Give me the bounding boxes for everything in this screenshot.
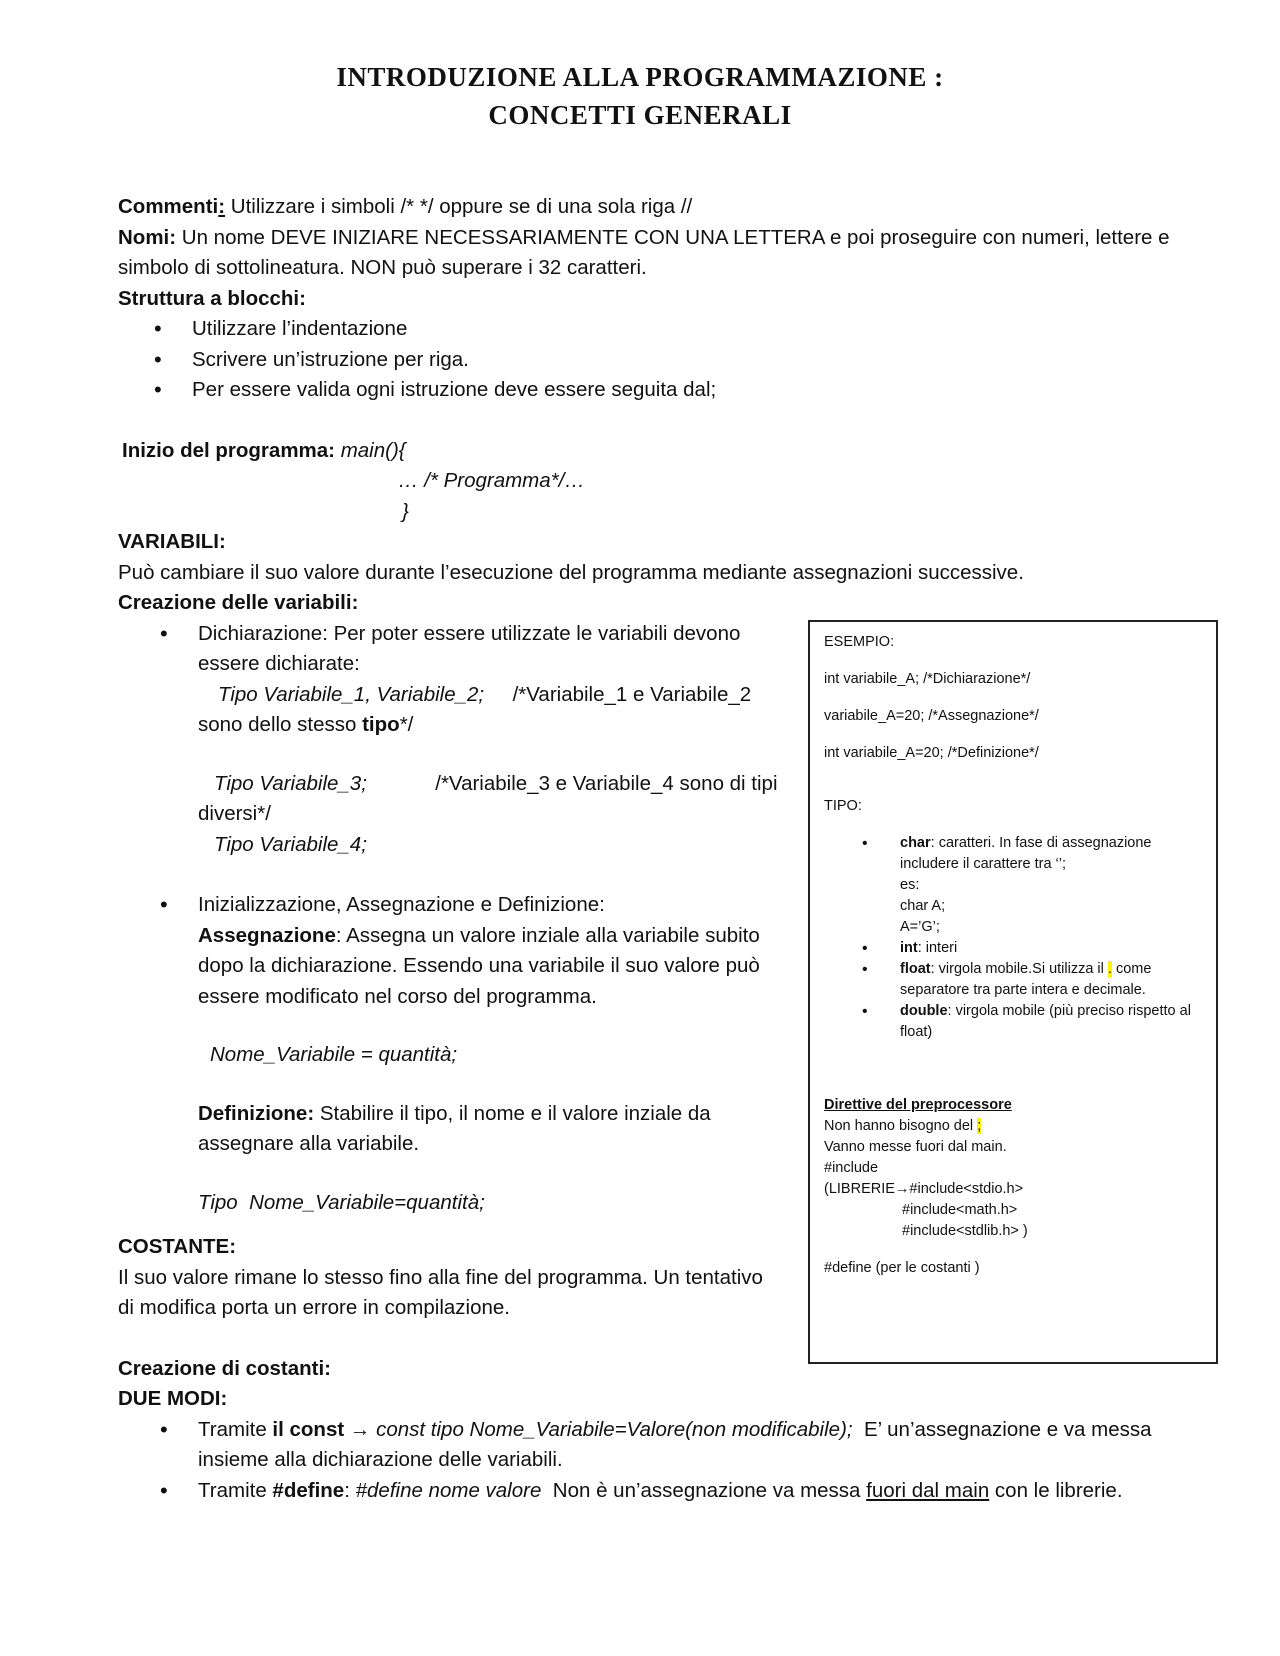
due-modi-heading: DUE MODI: (118, 1387, 228, 1410)
tipo-list (824, 833, 1202, 1043)
list-item: • Scrivere un’istruzione per riga. (118, 345, 1178, 376)
example-line: int variabile_A; /*Dichiarazione*/ (824, 671, 1031, 687)
const-item: • Tramite il const → const tipo Nome_Variabile=Valore(non modificabile); E’ un’assegnazione e va messa insieme alla dichiarazione delle variabili. (118, 1415, 1178, 1476)
costante-heading: COSTANTE: (118, 1235, 237, 1258)
list-item: • Utilizzare l’indentazione (118, 314, 1178, 345)
direttive-line: #include (824, 1160, 879, 1176)
dichiarazione-code-3: Tipo Variabile_4; (214, 832, 367, 856)
dichiarazione-item: • Dichiarazione: Per poter essere utilizzate le variabili devono essere dichiarate: Tipo Variabile_1, Variabile_2; /*Variabile_1 e Variabile_2 sono dello stesso tipo*/ Tipo Variabile_3; /*Variabile_3 e Variabile_4 sono di tipi diversi*/ Tipo Variabile_4; (118, 619, 778, 861)
direttive-line: (LIBRERIE→#include<stdio.h> (824, 1181, 1024, 1197)
nomi-text: Un nome DEVE INIZIARE NECESSARIAMENTE CON UNA LETTERA e poi proseguire con numeri, lettere e simbolo di sottolineatura. NON può superare i 32 caratteri. (118, 225, 1170, 279)
variabili-list (118, 619, 784, 1219)
direttive-line: #include<math.h> (902, 1202, 1018, 1218)
char-item: • char: caratteri. In fase di assegnazione includere il carattere tra ‘’; es: char A; A=’G’; (824, 833, 1202, 938)
commenti-colon: : (218, 195, 226, 218)
direttive-line: #define (per le costanti ) (824, 1260, 980, 1276)
dichiarazione-code-1: Tipo Variabile_1, Variabile_2; (218, 682, 485, 706)
commenti-text: Utilizzare i simboli /* */ oppure se di una sola riga // (225, 195, 693, 218)
inizio-label: Inizio del programma: (122, 438, 335, 462)
variabili-heading: VARIABILI: (118, 530, 226, 553)
direttive-line: Non hanno bisogno del ; (824, 1118, 982, 1134)
title-line-2: CONCETTI GENERALI (488, 100, 792, 130)
variabili-text: Può cambiare il suo valore durante l’esecuzione del programma mediante assegnazioni successive. (118, 560, 1024, 584)
nomi-label: Nomi: (118, 225, 177, 249)
direttive-heading: Direttive del preprocessore (824, 1097, 1012, 1113)
commenti-label: Commenti (118, 195, 219, 218)
costante-text: Il suo valore rimane lo stesso fino alla fine del programma. Un tentativo di modifica porta un errore in compilazione. (118, 1265, 763, 1319)
tipo-heading: TIPO: (824, 798, 862, 814)
creazione-costanti-heading: Creazione di costanti: (118, 1356, 332, 1380)
inizio-code-close: } (402, 499, 409, 523)
direttive-line: #include<stdlib.h> ) (902, 1223, 1028, 1239)
example-line: variabile_A=20; /*Assegnazione*/ (824, 708, 1039, 724)
dichiarazione-code-2: Tipo Variabile_3; (214, 771, 367, 795)
define-item: • Tramite #define: #define nome valore Non è un’assegnazione va messa fuori dal main con le librerie. (118, 1476, 1178, 1507)
document-title (0, 58, 1280, 134)
definizione-code: Tipo Nome_Variabile=quantità; (198, 1190, 485, 1214)
esempio-heading: ESEMPIO: (824, 634, 895, 650)
struttura-heading: Struttura a blocchi: (118, 286, 306, 310)
title-line-1: INTRODUZIONE ALLA PROGRAMMAZIONE : (336, 62, 944, 92)
inizio-paragraph (118, 436, 1178, 467)
example-sidebox (808, 620, 1218, 1364)
double-item: • double: virgola mobile (più preciso rispetto al float) (824, 1001, 1202, 1043)
costanti-list (118, 1415, 1178, 1507)
inizio-code-main: main(){ (335, 438, 406, 462)
int-item: • int: interi (824, 938, 1202, 959)
inizio-code-body: … /* Programma*/… (398, 469, 585, 492)
float-item: • float: virgola mobile.Si utilizza il . come separatore tra parte intera e decimale. (824, 959, 1202, 1001)
nomi-paragraph (118, 223, 1178, 284)
assegnazione-code: Nome_Variabile = quantità; (210, 1043, 458, 1066)
list-item: • Per essere valida ogni istruzione deve essere seguita dal; (118, 375, 1178, 406)
direttive-line: Vanno messe fuori dal main. (824, 1139, 1007, 1155)
creazione-variabili-heading: Creazione delle variabili: (118, 591, 359, 614)
example-line: int variabile_A=20; /*Definizione*/ (824, 745, 1039, 761)
inizializzazione-item: • Inizializzazione, Assegnazione e Definizione: Assegnazione: Assegna un valore inziale alla variabile subito dopo la dichiarazione. Essendo una variabile il suo valore può essere modificato nel corso del programma. Nome_Variabile = quantità; Definizione: Stabilire il tipo, il nome e il valore inziale da assegnare alla variabile. Tipo Nome_Variabile=quantità; (118, 890, 778, 1218)
commenti-paragraph (118, 192, 1178, 223)
struttura-list (118, 314, 1178, 406)
